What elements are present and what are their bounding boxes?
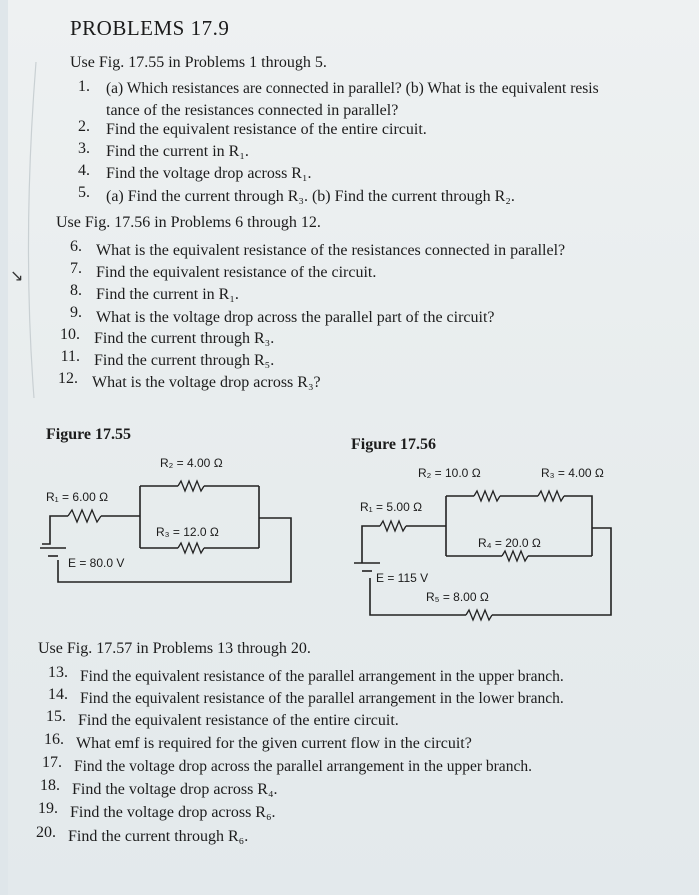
problem-number: 10. — [60, 326, 80, 343]
problem-number: 8. — [70, 282, 82, 299]
problem-text: Find the equivalent resistance of the entire circuit. — [78, 712, 399, 729]
problem-number: 2. — [78, 118, 90, 135]
problem-number: 14. — [48, 686, 68, 703]
problem-text: What emf is required for the given current flow in the circuit? — [76, 735, 472, 752]
problem-text: What is the equivalent resistance of the resistances connected in parallel? — [96, 242, 566, 259]
problem-text: Find the voltage drop across R₄. — [72, 781, 278, 798]
fig2-r5-label: R₅ = 8.00 Ω — [426, 590, 489, 604]
fig2-r2-label: R₂ = 10.0 Ω — [418, 466, 481, 480]
problem-number: 6. — [70, 238, 82, 255]
fig2-r4-label: R₄ = 20.0 Ω — [478, 536, 541, 550]
fig1-r1-label: R₁ = 6.00 Ω — [46, 490, 109, 504]
problem-text: (a) Which resistances are connected in parallel? (b) What is the equivalent resis — [106, 80, 599, 97]
fig1-r2-label: R₂ = 4.00 Ω — [160, 456, 223, 470]
margin-mark: ↘ — [10, 266, 24, 285]
problem-number: 5. — [78, 184, 90, 201]
problem-number: 4. — [78, 162, 90, 179]
problem-text: Find the voltage drop across the parallel arrangement in the upper branch. — [74, 758, 532, 775]
fig1-r3-label: R₃ = 12.0 Ω — [156, 525, 219, 539]
section2-intro: Use Fig. 17.56 in Problems 6 through 12. — [56, 214, 321, 231]
problem-text: Find the current in R₁. — [96, 286, 239, 303]
problem-number: 11. — [60, 348, 80, 365]
section3-intro: Use Fig. 17.57 in Problems 13 through 20. — [38, 640, 311, 657]
fig2-r1-label: R₁ = 5.00 Ω — [360, 500, 423, 514]
problem-text: Find the current through R₆. — [68, 828, 249, 845]
problem-number: 20. — [36, 824, 56, 841]
problem-number: 7. — [70, 260, 82, 277]
problem-text: Find the equivalent resistance of the parallel arrangement in the upper branch. — [80, 668, 564, 685]
fig2-emf-label: E = 115 V — [376, 571, 429, 585]
problem-number: 16. — [44, 731, 64, 748]
problem-number: 1. — [78, 78, 90, 95]
section1-intro: Use Fig. 17.55 in Problems 1 through 5. — [70, 54, 327, 71]
problem-text: What is the voltage drop across R₃? — [92, 374, 321, 391]
page-title: PROBLEMS 17.9 — [70, 16, 230, 40]
problem-text-continued: tance of the resistances connected in parallel? — [106, 102, 399, 119]
problem-text: Find the equivalent resistance of the circuit. — [96, 264, 377, 281]
problem-text: (a) Find the current through R₃. (b) Find the current through R₂. — [106, 188, 515, 205]
problem-number: 19. — [38, 800, 58, 817]
problem-text: Find the equivalent resistance of the parallel arrangement in the lower branch. — [80, 690, 564, 707]
problem-number: 13. — [48, 664, 68, 681]
problem-text: Find the voltage drop across R₆. — [70, 804, 276, 821]
problem-number: 3. — [78, 140, 90, 157]
problem-text: What is the voltage drop across the parallel part of the circuit? — [96, 309, 495, 326]
fig1-emf-label: E = 80.0 V — [68, 556, 125, 570]
problem-text: Find the voltage drop across R₁. — [106, 165, 312, 182]
problem-text: Find the equivalent resistance of the entire circuit. — [106, 121, 427, 138]
textbook-page — [8, 0, 699, 895]
problem-number: 18. — [40, 777, 60, 794]
problem-number: 17. — [42, 754, 62, 771]
problem-text: Find the current in R₁. — [106, 143, 249, 160]
problem-text: Find the current through R₅. — [94, 352, 275, 369]
problem-number: 15. — [46, 708, 66, 725]
problem-number: 12. — [58, 370, 78, 387]
figure-17-55-title: Figure 17.55 — [46, 426, 132, 443]
problem-number: 9. — [70, 304, 82, 321]
figure-17-56-title: Figure 17.56 — [351, 436, 437, 453]
fig2-r3-label: R₃ = 4.00 Ω — [541, 466, 604, 480]
problem-text: Find the current through R₃. — [94, 330, 275, 347]
